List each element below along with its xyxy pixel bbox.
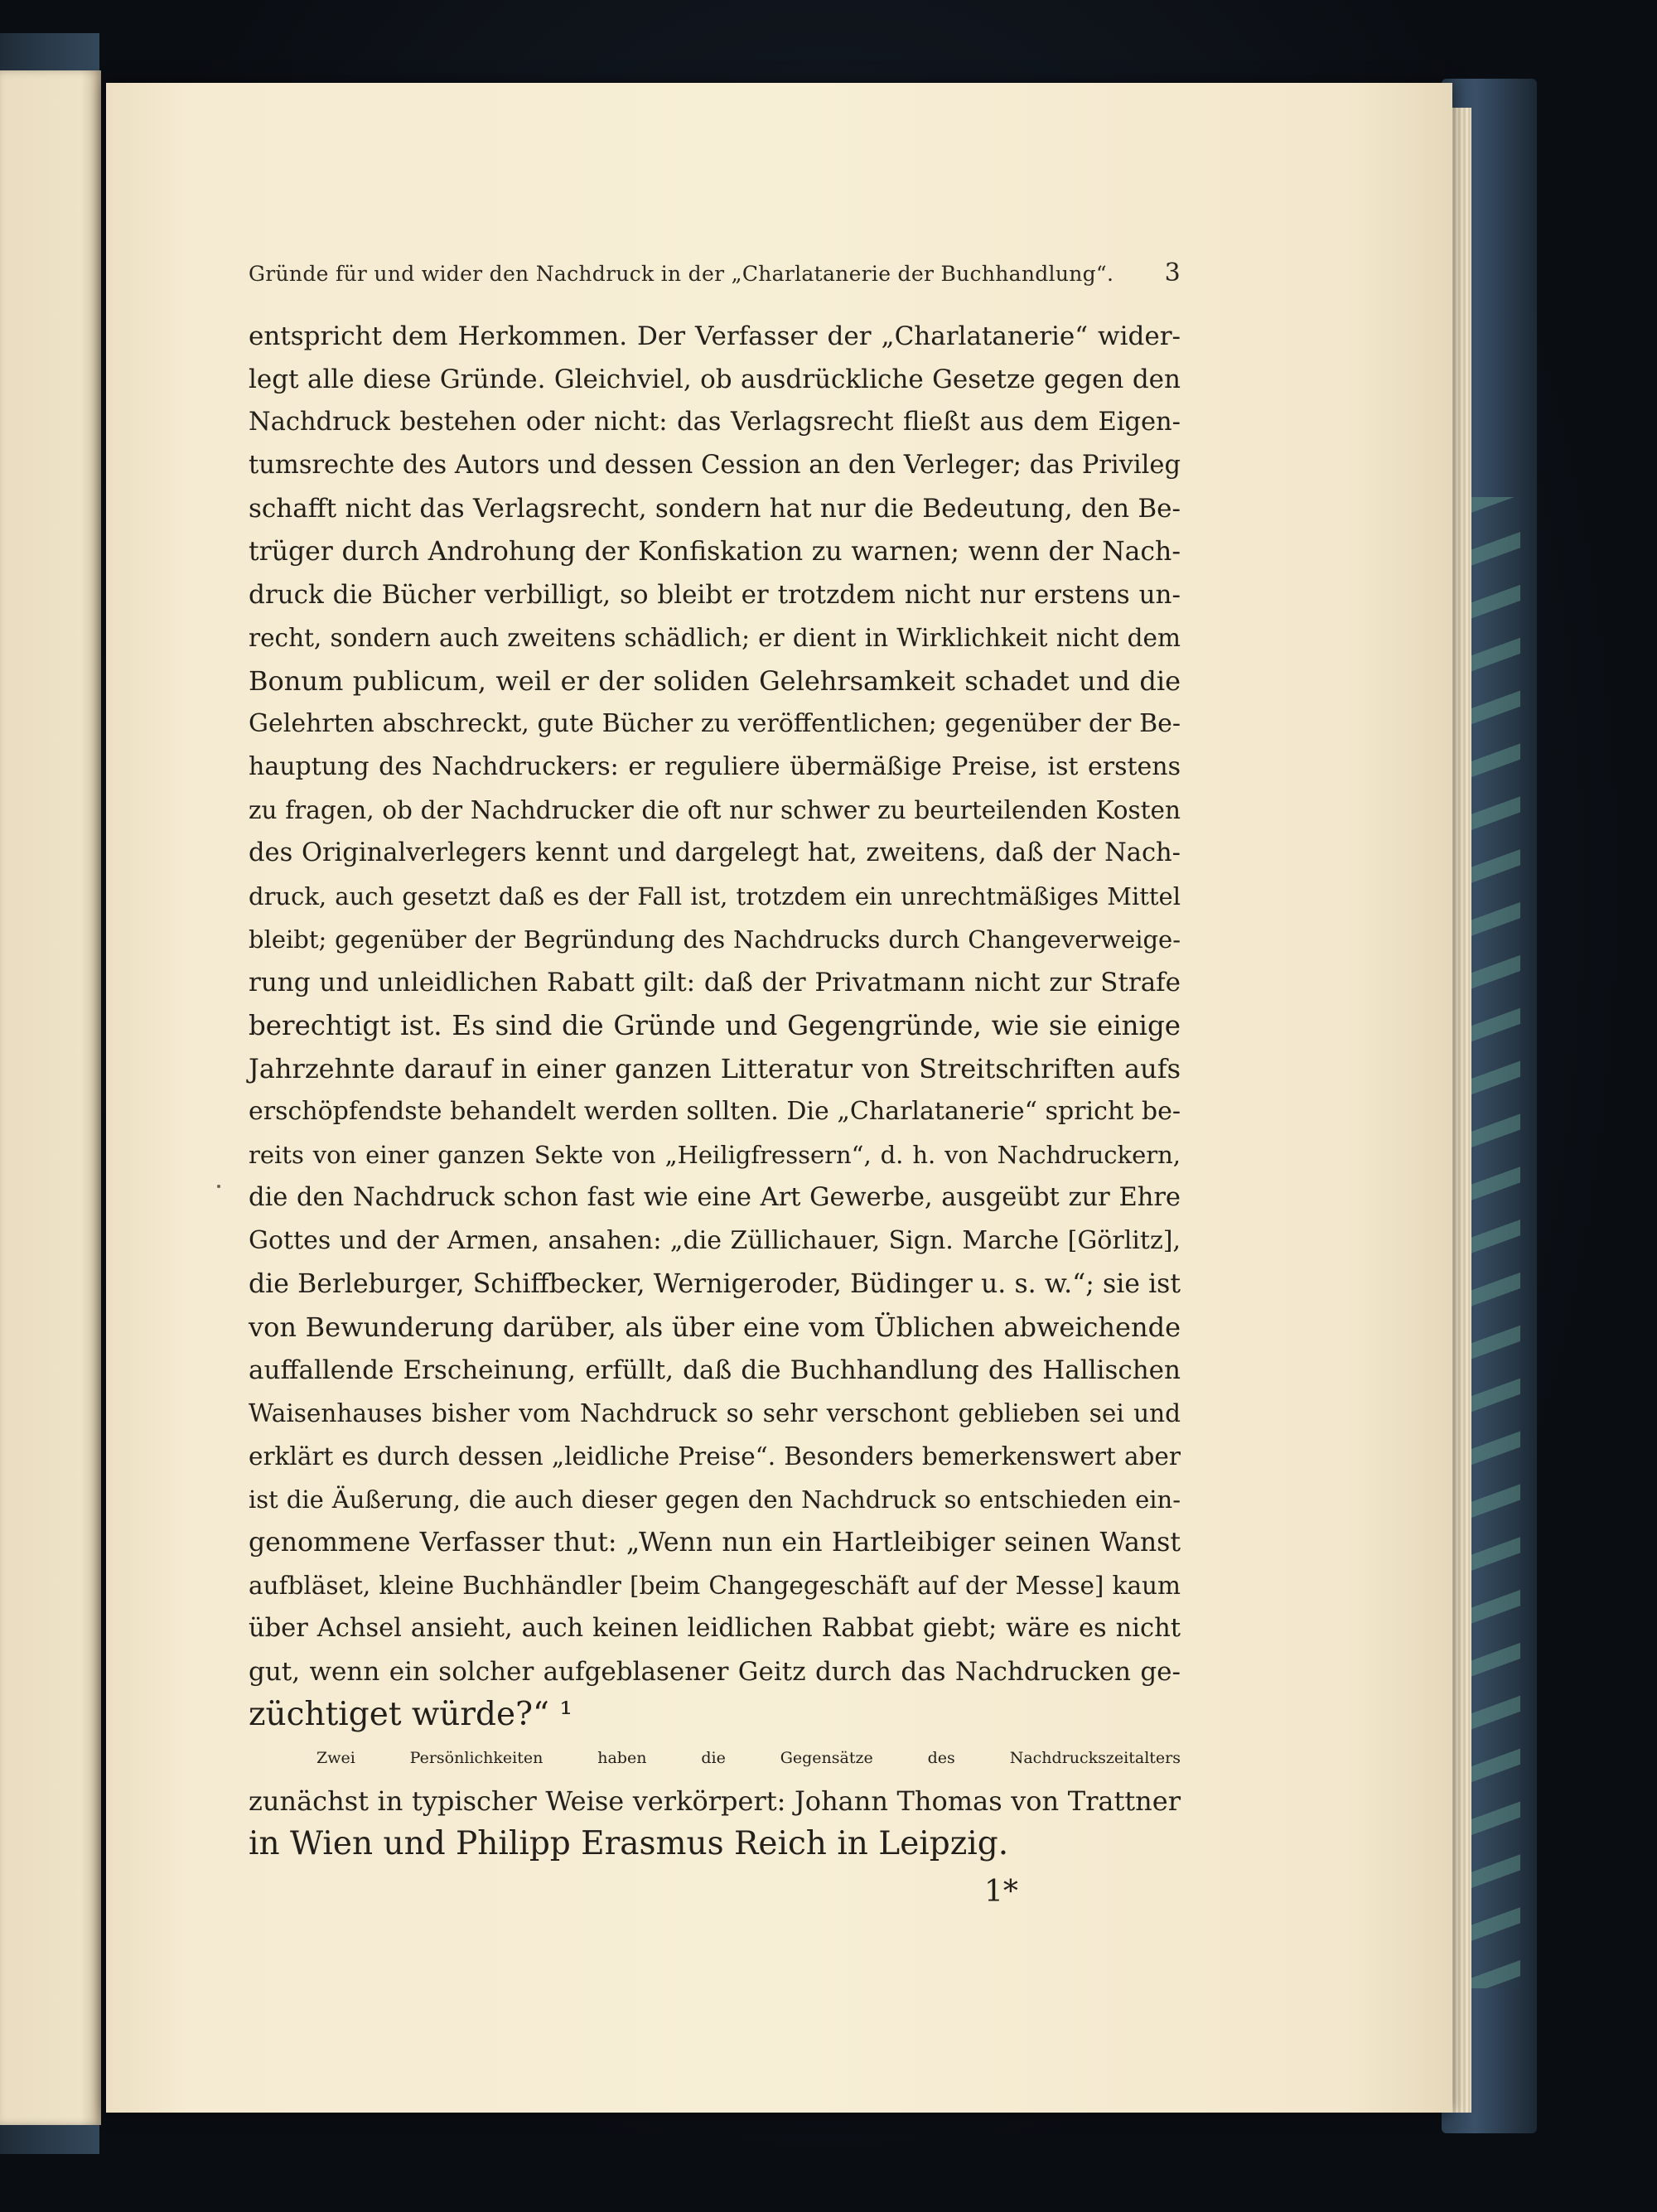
body-text — [249, 315, 1181, 1866]
text-line: bleibt; gegenüber der Begründung des Nachdrucks durch Changeverweige- — [249, 925, 1181, 954]
running-title: Gründe für und wider den Nachdruck in der „Charlatanerie der Buchhandlung“. — [249, 262, 1114, 286]
text-line: recht, sondern auch zweitens schädlich; er dient in Wirklichkeit nicht dem — [249, 624, 1181, 652]
text-line: rung und unleidlichen Rabatt gilt: daß der Privatmann nicht zur Strafe — [249, 968, 1181, 997]
text-line: zunächst in typischer Weise verkörpert: Johann Thomas von Trattner — [249, 1785, 1181, 1817]
running-head — [249, 258, 1181, 293]
text-line: Bonum publicum, weil er der soliden Gelehrsamkeit schadet und die — [249, 665, 1181, 697]
text-line: ist die Äußerung, die auch dieser gegen den Nachdruck so entschieden ein- — [249, 1485, 1181, 1514]
text-line: druck, auch gesetzt daß es der Fall ist, trotzdem ein unrechtmäßiges Mittel — [249, 882, 1181, 910]
text-line: schafft nicht das Verlagsrecht, sondern hat nur die Bedeutung, den Be- — [249, 494, 1181, 524]
paper-speck — [217, 1185, 220, 1188]
text-line: auffallende Erscheinung, erfüllt, daß die Buchhandlung des Hallischen — [249, 1355, 1181, 1385]
text-line: hauptung des Nachdruckers: er reguliere übermäßige Preise, ist erstens — [249, 752, 1181, 781]
text-line: berechtigt ist. Es sind die Gründe und Gegengründe, wie sie einige — [249, 1010, 1181, 1041]
text-line: Zwei Persönlichkeiten haben die Gegensätze des Nachdruckszeitalters — [316, 1749, 1181, 1767]
text-line: tumsrechte des Autors und dessen Cession an den Verleger; das Privileg — [249, 451, 1181, 480]
signature-mark: 1* — [984, 1875, 1018, 1909]
text-line: genommene Verfasser thut: „Wenn nun ein Hartleibiger seinen Wanst — [249, 1528, 1181, 1558]
text-line: über Achsel ansieht, auch keinen leidlichen Rabbat giebt; wäre es nicht — [249, 1614, 1181, 1643]
text-line: gut, wenn ein solcher aufgeblasener Geitz durch das Nachdrucken ge- — [249, 1657, 1181, 1687]
text-line: in Wien und Philipp Erasmus Reich in Leipzig. — [249, 1825, 1009, 1862]
text-line: des Originalverlegers kennt und dargelegt hat, zweitens, daß der Nach- — [249, 838, 1181, 867]
text-line: Jahrzehnte darauf in einer ganzen Litteratur von Streitschriften aufs — [249, 1053, 1181, 1084]
text-line: erschöpfendste behandelt werden sollten. Die „Charlatanerie“ spricht be- — [249, 1097, 1181, 1126]
text-line: Gelehrten abschreckt, gute Bücher zu veröffentlichen; gegenüber der Be- — [249, 709, 1181, 738]
text-line: erklärt es durch dessen „leidliche Preise“. Besonders bemerkenswert aber — [249, 1442, 1181, 1471]
text-line: trüger durch Androhung der Konfiskation zu warnen; wenn der Nach- — [249, 537, 1181, 567]
text-line: druck die Bücher verbilligt, so bleibt er trotzdem nicht nur erstens un- — [249, 580, 1181, 610]
text-line: die den Nachdruck schon fast wie eine Art Gewerbe, ausgeübt zur Ehre — [249, 1183, 1181, 1212]
text-line: Gottes und der Armen, ansahen: „die Züllichauer, Sign. Marche [Görlitz], — [249, 1226, 1181, 1255]
text-line: züchtiget würde?“ ¹ — [249, 1696, 572, 1733]
text-line: zu fragen, ob der Nachdrucker die oft nur schwer zu beurteilenden Kosten — [249, 796, 1181, 824]
text-line: reits von einer ganzen Sekte von „Heiligfressern“, d. h. von Nachdruckern, — [249, 1141, 1181, 1169]
marbled-endpaper — [1471, 497, 1520, 1988]
text-line: aufbläset, kleine Buchhändler [beim Changegeschäft auf der Messe] kaum — [249, 1572, 1181, 1600]
text-line: von Bewunderung darüber, als über eine vom Üblichen abweichende — [249, 1311, 1181, 1343]
text-line: Nachdruck bestehen oder nicht: das Verlagsrecht fließt aus dem Eigen- — [249, 408, 1181, 437]
page-number: 3 — [1164, 258, 1181, 287]
text-line: entspricht dem Herkommen. Der Verfasser der „Charlatanerie“ wider- — [249, 321, 1181, 351]
text-line: die Berleburger, Schiffbecker, Wernigeroder, Büdinger u. s. w.“; sie ist — [249, 1269, 1181, 1299]
facing-page-edge — [0, 70, 101, 2125]
text-line: legt alle diese Gründe. Gleichviel, ob ausdrückliche Gesetze gegen den — [249, 365, 1181, 394]
text-line: Waisenhauses bisher vom Nachdruck so sehr verschont geblieben sei und — [249, 1399, 1181, 1427]
